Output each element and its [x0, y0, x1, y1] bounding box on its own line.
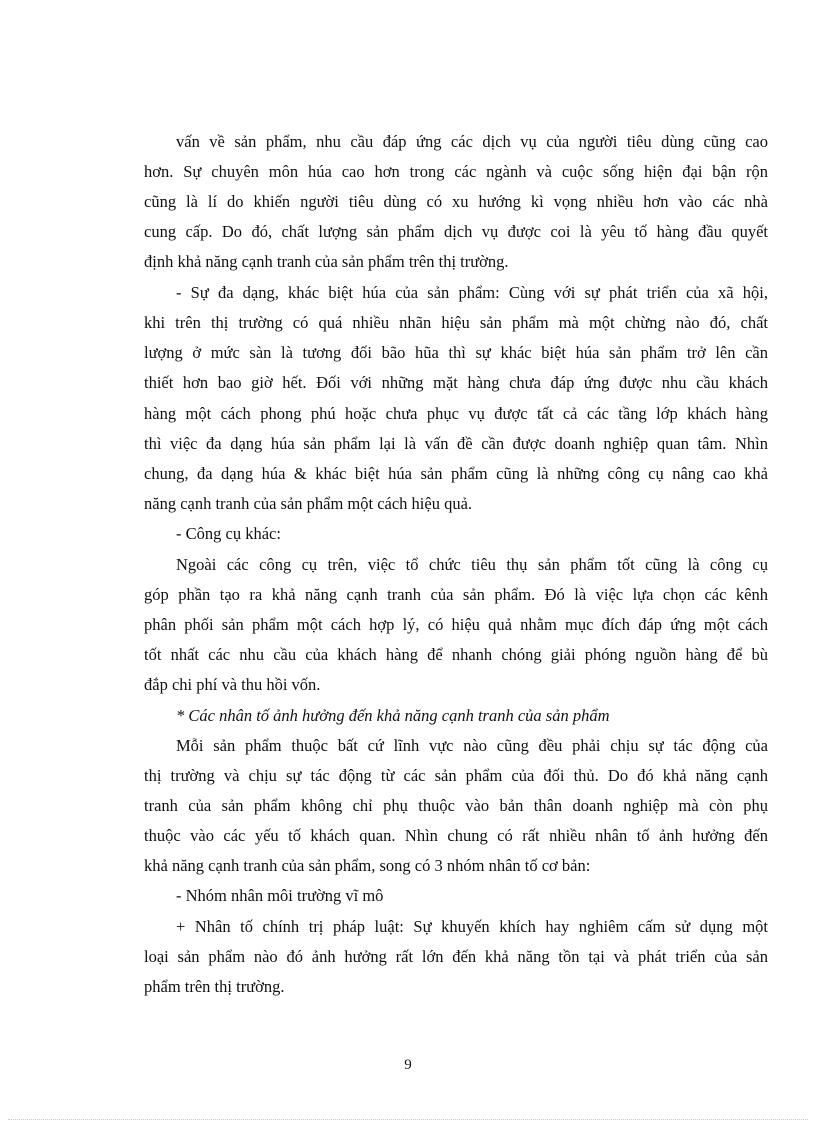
text-line: thuộc vào các yếu tố khách quan. Nhìn chung có rất nhiều nhân tố ảnh hưởng đến	[144, 826, 768, 845]
text-line: đắp chi phí và thu hồi vốn.	[144, 675, 321, 694]
text-line: + Nhân tố chính trị pháp luật: Sự khuyến khích hay nghiêm cấm sử dụng một	[176, 917, 768, 936]
text-line: chung, đa dạng húa & khác biệt húa sản phẩm cũng là những công cụ nâng cao khả	[144, 464, 768, 483]
text-line: lượng ở mức sàn là tương đối bão hũa thì sự khác biệt húa sản phẩm trở lên cần	[144, 343, 768, 362]
text-line: năng cạnh tranh của sản phẩm một cách hiệu quả.	[144, 494, 473, 513]
text-line: phân phối sản phẩm một cách hợp lý, có hiệu quả nhằm mục đích đáp ứng một cách	[144, 615, 768, 634]
page-number: 9	[404, 1057, 412, 1073]
text-line: loại sản phẩm nào đó ảnh hưởng rất lớn đến khả năng tồn tại và phát triển của sản	[144, 947, 768, 966]
text-line: Mỗi sản phẩm thuộc bất cứ lĩnh vực nào cũng đều phải chịu sự tác động của	[176, 736, 768, 755]
text-line: thì việc đa dạng húa sản phẩm lại là vấn đề cần được doanh nghiệp quan tâm. Nhìn	[144, 434, 768, 453]
text-line: Ngoài các công cụ trên, việc tổ chức tiêu thụ sản phẩm tốt cũng là công cụ	[176, 555, 768, 574]
page-divider	[8, 1119, 808, 1120]
text-line: cũng là lí do khiến người tiêu dùng có xu hướng kì vọng nhiều hơn vào các nhà	[144, 192, 768, 211]
text-line: - Công cụ khác:	[176, 524, 281, 543]
text-line: phẩm trên thị trường.	[144, 977, 285, 996]
text-line: khả năng cạnh tranh của sản phẩm, song có 3 nhóm nhân tố cơ bản:	[144, 856, 591, 875]
text-line: khi trên thị trường có quá nhiều nhãn hiệu sản phẩm mà một chừng nào đó, chất	[144, 313, 768, 332]
text-line: góp phần tạo ra khả năng cạnh tranh của sản phẩm. Đó là việc lựa chọn các kênh	[144, 585, 768, 604]
text-line: tranh của sản phẩm không chỉ phụ thuộc vào bản thân doanh nghiệp mà còn phụ	[144, 796, 768, 815]
text-line: - Sự đa dạng, khác biệt húa của sản phẩm: Cùng với sự phát triển của xã hội,	[176, 283, 768, 302]
section-heading: * Các nhân tố ảnh hưởng đến khả năng cạnh tranh của sản phẩm	[176, 706, 610, 725]
text-line: vấn về sản phẩm, nhu cầu đáp ứng các dịch vụ của người tiêu dùng cũng cao	[176, 132, 768, 151]
text-line: tốt nhất các nhu cầu của khách hàng để nhanh chóng giải phóng nguồn hàng để bù	[144, 645, 768, 664]
text-line: hàng một cách phong phú hoặc chưa phục vụ được tất cả các tầng lớp khách hàng	[144, 404, 768, 423]
text-line: hơn. Sự chuyên môn húa cao hơn trong các ngành và cuộc sống hiện đại bận rộn	[144, 162, 768, 181]
text-line: thị trường và chịu sự tác động từ các sản phẩm của đối thủ. Do đó khả năng cạnh	[144, 766, 768, 785]
text-line: thiết hơn bao giờ hết. Đối với những mặt hàng chưa đáp ứng được nhu cầu khách	[144, 373, 768, 392]
text-line: cung cấp. Do đó, chất lượng sản phẩm dịch vụ được coi là yêu tố hàng đầu quyết	[144, 222, 768, 241]
text-line: định khả năng cạnh tranh của sản phẩm trên thị trường.	[144, 252, 509, 271]
text-line: - Nhóm nhân môi trường vĩ mô	[176, 886, 384, 905]
